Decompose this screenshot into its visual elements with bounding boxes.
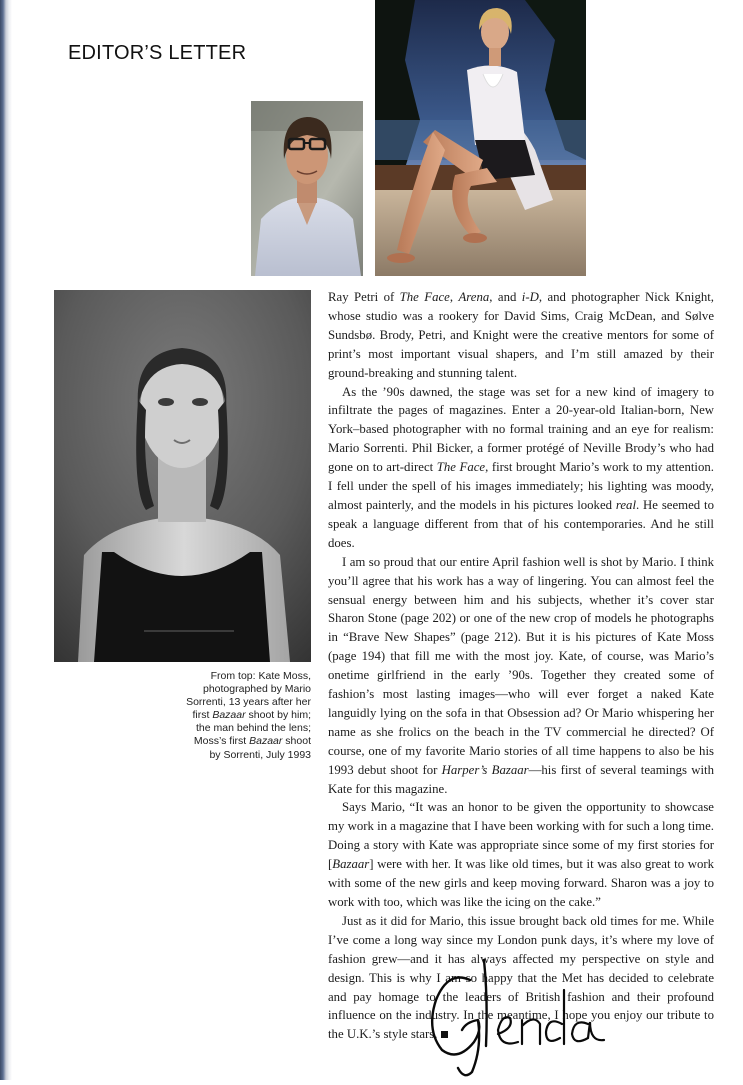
paragraph: As the ’90s dawned, the stage was set for a new kind of imagery to infiltrate the pages of magazines. Enter a 20-year-old Italian-born, New York–based photographer with no formal training and an eye for realism: Mario Sorrenti. Phil Bicker, a former protégé of Neville Brody’s who had gone on to art-direct The Face, first brought Mario’s work to my attention. I fell under the spell of his images immediately; his lighting was moody, almost painterly, and the models in his pictures looked real. He seemed to speak a language different from that of his contemporaries. And he still does. bbox=[328, 384, 714, 550]
photo-caption: From top: Kate Moss, photographed by Mario Sorrenti, 13 years after her first Bazaar shoot by him; the man behind the lens; Moss’s first Bazaar shoot by Sorrenti, July 1993 bbox=[186, 670, 311, 761]
paragraph: I am so proud that our entire April fashion well is shot by Mario. I think you’ll agree that his work has a way of lingering. You can almost feel the sensual energy between him and his subjects, whether it’s cover star Sharon Stone (page 202) or one of the new crop of models he photographs in “Brave New Shapes” (page 212). But it is his pictures of Kate Moss (page 194) that fill me with the most joy. Kate, of course, was Mario’s onetime girlfriend in the early ’90s. Together they created some of fashion’s most lasting images—who will ever forget a naked Kate languidly lying on the sofa in that Obsession ad? Or Mario whispering her name as she frolics on the beach in the TV commercial he directed? Of course, one of my favorite Mario stories of all time happens to also be his 1993 debut shoot for Harper’s Bazaar—his first of several teamings with Kate for this magazine. bbox=[328, 554, 714, 796]
paragraph: Just as it did for Mario, this issue brought back old times for me. While I’ve come a long way since my London punk days, it’s where my love of fashion grew—and it has always affected my perspective on style and design. This is why I am so happy that the Met has decided to celebrate and pay homage to the leaders of British fashion and their profound influence on the industry. In the meantime, I hope you enjoy our tribute to the U.K.’s style stars. bbox=[328, 913, 714, 1042]
editor-letter-body bbox=[328, 288, 714, 1044]
paragraph: Ray Petri of The Face, Arena, and i-D, and photographer Nick Knight, whose studio was a rookery for David Sims, Craig McDean, and Sølve Sundsbø. Brody, Petri, and Knight were the creative mentors for some of print’s most important visual shapers, and I’m still amazed by their ground-breaking and stunning talent. bbox=[328, 290, 714, 380]
kate-moss-bw-photo bbox=[54, 290, 311, 662]
photographer-portrait-photo bbox=[251, 101, 363, 276]
paragraph: Says Mario, “It was an honor to be given the opportunity to showcase my work in a magazine that I have been working with for such a long time. Doing a story with Kate was appropriate since some of my first stories for [Bazaar] were with her. It was like old times, but it was also great to work with some of the new girls and keep moving forward. Sharon was a joy to work with too, which was like the icing on the cake.” bbox=[328, 800, 714, 909]
section-title: EDITOR’S LETTER bbox=[68, 42, 247, 64]
kate-moss-color-photo bbox=[375, 0, 586, 276]
binding-edge bbox=[0, 0, 12, 1080]
editor-signature bbox=[418, 950, 618, 1080]
